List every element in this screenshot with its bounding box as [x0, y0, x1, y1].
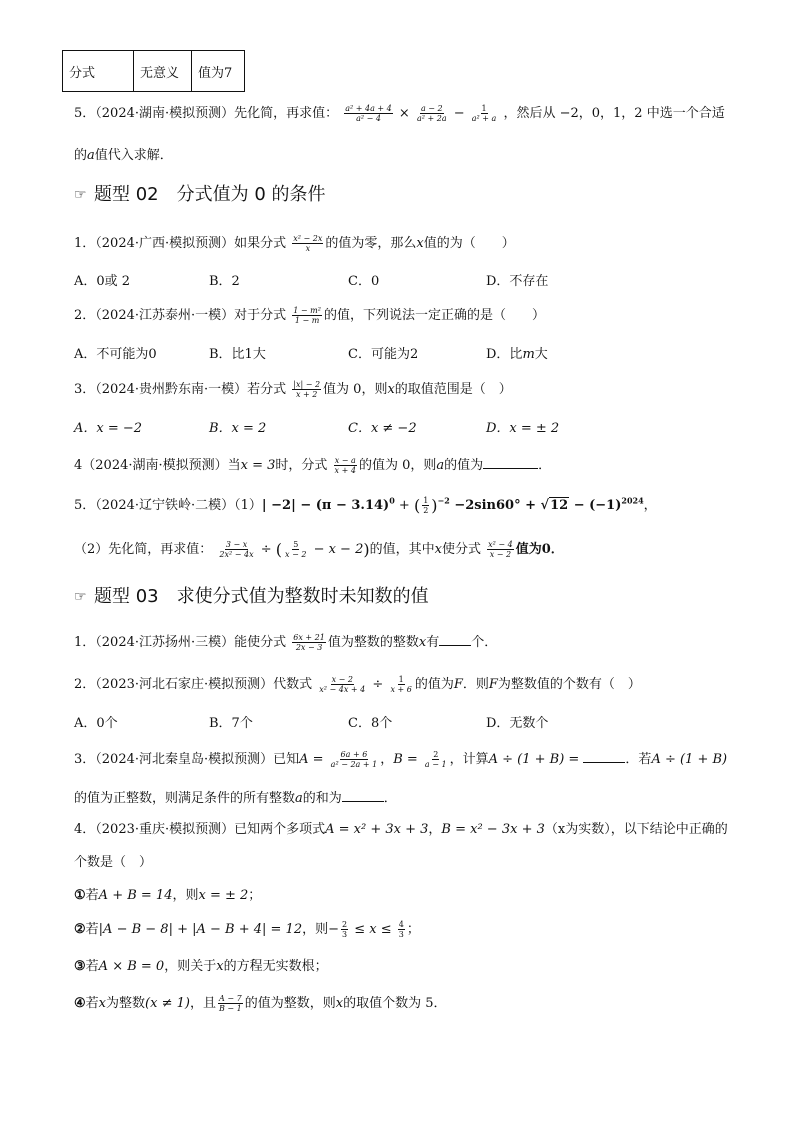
s2q5-fc-den: x − 2: [489, 550, 512, 559]
s3q4-i2f2-num: 4: [398, 920, 404, 929]
s3-q4-item-2: [74, 918, 420, 939]
q5-f2-den: a² + 2a: [416, 114, 447, 123]
s3q4-i1end: ；: [248, 888, 262, 903]
s2q3-den: x + 2: [295, 390, 318, 399]
s2q5-rest2: − (−1): [569, 498, 622, 513]
s2q1-mid: 的值为零，那么: [325, 236, 417, 251]
s2q1-option-a: A．0或 2: [74, 274, 131, 289]
s2q2-prefix: 2．（2024·江苏泰州·一模）对于分式: [74, 308, 291, 323]
s3q3-mid2: ．若: [625, 752, 652, 767]
s3q4-i4x: x: [98, 996, 107, 1011]
answer-blank: [439, 634, 471, 646]
s2q5-paren-close: ): [431, 496, 438, 515]
s2q5-end: ，: [643, 498, 657, 513]
s3q4-i2e: |A − B − 8| + |A − B + 4| = 12: [98, 922, 303, 937]
s2-q5-line1: [74, 494, 657, 515]
s3q3-line2a: 的值为正整数，则满足条件的所有整数: [74, 791, 296, 806]
s3q4-i2: 若: [85, 922, 99, 937]
circled-2-icon: ②: [74, 922, 86, 937]
s3q2-div: ÷: [368, 677, 388, 692]
s2q3-option-c: C．x ≠ −2: [348, 421, 417, 436]
s3q2-f2-den: x + 6: [390, 685, 412, 694]
s2q3-option-a: A．x = −2: [74, 421, 143, 436]
s3q4-i4x2: x: [335, 996, 344, 1011]
s3q4-i2r1: −: [328, 922, 340, 937]
s2q5-fa-num: 3 − x: [225, 540, 248, 549]
top-table: [62, 50, 245, 92]
s3q1-prefix: 1．（2024·江苏扬州·三模）能使分式: [74, 635, 287, 650]
s2q5-tail: − x − 2: [309, 542, 364, 557]
s2q2-option-c: C．可能为2: [348, 347, 419, 362]
s2q5-half-den: 2: [423, 506, 429, 515]
s3q3-a: a: [295, 791, 303, 806]
s3q3-end: ．: [383, 791, 397, 806]
answer-blank: [583, 751, 625, 763]
s3q4-i3: 若: [85, 959, 99, 974]
s2q5-mid: 的值，其中: [369, 542, 435, 557]
s3q2-F: F: [453, 677, 463, 692]
s3q2-mid2: ．则: [462, 677, 489, 692]
s2q1-option-d: D．不存在: [486, 274, 549, 289]
s3q2-option-b: B．7个: [209, 716, 253, 731]
s3q1-fraction: [292, 633, 326, 652]
s2q4-den: x + 4: [334, 466, 356, 475]
s2q5-plus: +: [394, 498, 414, 513]
q5-line1: [74, 102, 725, 123]
q5-times: ×: [398, 106, 410, 121]
s3q2-prefix: 2．（2023·河北石家庄·模拟预测）代数式: [74, 677, 313, 692]
q5-fraction-3: [471, 104, 498, 123]
s3q3-fb-num: 2: [433, 750, 439, 759]
s3q4-i1m: ，则: [172, 888, 199, 903]
s2q1-num: x² − 2x: [293, 234, 323, 243]
s3q4-i4f-den: B − 1: [218, 1004, 242, 1013]
s3-q4-line1: [74, 818, 728, 837]
s2-q4: 4（2024·湖南·模拟预测）当x = 3时，分式 $\frac{x - a}{x + 4}$ 的值为 0，则a的值为 ．: [74, 456, 552, 475]
s3q4-note: （x为实数），以下结论中正确的: [544, 822, 728, 837]
s2q5-expr1: | −2| − (π − 3.14): [261, 498, 390, 513]
s3q4-i3e: A × B = 0: [98, 959, 165, 974]
top-table-cell-meaningless: 无意义: [134, 51, 192, 92]
s2-q1: [74, 232, 515, 253]
s3-q3-line1: [74, 748, 727, 769]
s2q5-prefix: 5．（2024·辽宁铁岭·二模）（1）: [74, 498, 262, 513]
s3-q4-item-4: [74, 992, 446, 1013]
s3q4-i2f1-den: 3: [342, 930, 348, 939]
s3q1-suffix: 个．: [471, 635, 498, 650]
s2q5-paren2-close: ): [363, 540, 370, 559]
s2q5-fraction-a: [218, 540, 254, 559]
s2q3-x: x: [387, 382, 395, 397]
s2q4-suffix: 的值为: [444, 458, 484, 473]
s2q4-prefix: 4（2024·湖南·模拟预测）当: [74, 458, 241, 473]
s3q3-fb-den: a − 1: [424, 760, 447, 769]
s3q4-i4m2: ，且: [189, 996, 216, 1011]
section-title-03-text: 题型 03 求使分式值为整数时未知数的值: [94, 586, 429, 607]
s3q3-calc: A ÷ (1 + B) =: [488, 752, 584, 767]
s3q3-sep: ，: [380, 752, 394, 767]
q5-suffix: ，然后从 −2，0，1，2 中选一个合适: [503, 106, 725, 121]
answer-blank: [342, 790, 384, 802]
s3q4-B: B = x² − 3x + 3: [441, 822, 545, 837]
s2q5-mid2: 使分式: [441, 542, 481, 557]
s3-q4-line2: 个数是（ ）: [74, 855, 153, 870]
q5-f2-num: a − 2: [420, 104, 443, 113]
s2q5-fa-den: 2x² − 4x: [219, 550, 254, 559]
s3q4-i4: 若: [85, 996, 99, 1011]
s3q1-num: 6x + 21: [293, 633, 325, 642]
s3q2-f2-num: 1: [398, 675, 404, 684]
q5-var-a: a: [87, 148, 95, 163]
s3q1-den: 2x − 3: [295, 643, 323, 652]
s2q2-option-a: A．不可能为0: [74, 347, 157, 362]
s3q3-fraction-a: [330, 750, 379, 769]
s3q3-prefix: 3．（2024·河北秦皇岛·模拟预测）已知: [74, 752, 300, 767]
q5-fraction-1: [344, 104, 393, 123]
s3q4-i4r: 的取值个数为 5．: [343, 996, 447, 1011]
s2q2-suffix: 的值，下列说法一定正确的是（ ）: [323, 308, 545, 323]
answer-blank: [483, 457, 538, 469]
s2q1-option-b: B．2: [209, 274, 240, 289]
s3q4-i1: 若: [85, 888, 99, 903]
s2q2-d-var: m: [522, 347, 535, 362]
s3q4-i2m: ，则: [302, 922, 329, 937]
s3q4-i2-frac1: [341, 920, 348, 939]
s3q2-mid3: 为整数值的个数有（ ）: [497, 677, 641, 692]
s2q5-end2: 值为0．: [515, 542, 564, 557]
s2q2-option-b: B．比1大: [209, 347, 266, 362]
s2q3-prefix: 3．（2024·贵州黔东南·一模）若分式: [74, 382, 287, 397]
s2q5-exp2024: 2024: [621, 495, 644, 506]
s3q2-fraction-2: [389, 675, 412, 694]
s3q4-i4m: 为整数: [106, 996, 146, 1011]
s2q4-mid1: 时，分式: [275, 458, 328, 473]
s3q2-F2: F: [488, 677, 498, 692]
s3-q4-item-3: [74, 955, 328, 974]
s3q4-i2f2-den: 3: [398, 930, 404, 939]
s2-q2: [74, 304, 545, 325]
q5-prefix: 5．（2024·湖南·模拟预测）先化简，再求值：: [74, 106, 339, 121]
s2q1-suffix: 值的为（ ）: [423, 236, 515, 251]
s3q1-mid: 值为整数的整数: [327, 635, 419, 650]
s3-q2: [74, 673, 641, 694]
s3q4-A: A = x² + 3x + 3: [325, 822, 429, 837]
s2q5-fb-den: x − 2: [285, 550, 307, 559]
s3-q3-line2: [74, 787, 397, 806]
s3q4-line1: 4．（2023·重庆·模拟预测）已知两个多项式: [74, 822, 326, 837]
q5-f1-num: a² + 4a + 4: [345, 104, 392, 113]
s2q5-div: ÷: [256, 542, 276, 557]
s2q5-exp-neg2: −2: [437, 495, 450, 506]
s2q5-fraction-b: [284, 540, 307, 559]
s3q4-i2r2: ≤ x ≤: [350, 922, 396, 937]
s3q4-sep: ，: [428, 822, 442, 837]
s2q2-d-text: D．比: [486, 347, 523, 362]
s3q2-option-a: A．0个: [74, 716, 118, 731]
s3q3-B: B =: [393, 752, 422, 767]
s2q5-paren-open: (: [413, 496, 421, 515]
s2q3-option-b: B．x = 2: [209, 421, 267, 436]
s2q2-fraction: [292, 306, 322, 325]
s2q5-fc-num: x² − 4: [488, 540, 513, 549]
section-title-03: [74, 582, 429, 608]
s3q4-i2-frac2: [398, 920, 405, 939]
pointing-hand-icon: ☞: [74, 187, 87, 203]
s2-q3: [74, 378, 512, 399]
s2q1-prefix: 1．（2024·广西·模拟预测）如果分式: [74, 236, 287, 251]
s2q5-paren2-open: (: [275, 540, 283, 559]
q5-fraction-2: [416, 104, 448, 123]
sqrt-icon: √: [540, 498, 550, 513]
s3q3-fa-num: 6a + 6: [340, 750, 368, 759]
s2q5-half-num: 1: [423, 496, 429, 505]
q5-f1-den: a² − 4: [356, 114, 381, 123]
s2q3-suffix: 的取值范围是（ ）: [394, 382, 512, 397]
circled-3-icon: ③: [74, 959, 86, 974]
s3-q1: [74, 631, 497, 652]
s3q3-calc2: A ÷ (1 + B): [651, 752, 728, 767]
s2q5-sqrt-value: 12: [550, 498, 569, 513]
s2q4-a: a: [436, 458, 445, 473]
s2q2-option-d: [486, 343, 548, 362]
circled-4-icon: ④: [74, 996, 86, 1011]
s3q4-i3m: ，则关于: [164, 959, 217, 974]
s3q4-i2f1-num: 2: [342, 920, 348, 929]
s2q5-exp0: 0: [389, 495, 395, 506]
s2q1-option-c: C．0: [348, 274, 380, 289]
section-title-02-text: 题型 02 分式值为 0 的条件: [94, 184, 326, 205]
s3q4-i1e: A + B = 14: [98, 888, 173, 903]
s2q3-mid: 值为 0，则: [323, 382, 388, 397]
s2-q5-line2: [74, 538, 564, 559]
s2q5-x: x: [434, 542, 442, 557]
q5-line2-a: 的: [74, 148, 88, 163]
s3q4-i4f-num: A − 7: [219, 994, 242, 1003]
s2q3-num: |x| − 2: [293, 380, 321, 389]
top-table-cell-fraction: 分式: [63, 51, 134, 92]
s2q5-rest: −2sin60° +: [449, 498, 541, 513]
s2q5-fraction-c: [487, 540, 514, 559]
s3q1-mid2: 有: [426, 635, 440, 650]
s3q2-option-c: C．8个: [348, 716, 393, 731]
s3q2-fraction-1: [318, 675, 366, 694]
s2q1-den: x: [305, 244, 311, 253]
s3-q4-item-1: [74, 884, 261, 903]
s2q1-x: x: [416, 236, 424, 251]
s3q4-i3x: x: [216, 959, 224, 974]
s3q2-mid: 的值为: [414, 677, 454, 692]
q5-f3-den: a² + a: [471, 114, 497, 123]
s2q3-fraction: [292, 380, 321, 399]
s3q1-x: x: [418, 635, 427, 650]
pointing-hand-icon: ☞: [74, 589, 87, 605]
s3q2-option-d: D．无数个: [486, 716, 549, 731]
top-table-cell-value7: 值为7: [192, 51, 245, 92]
s3q2-f1-num: x − 2: [331, 675, 353, 684]
s3q3-A: A =: [299, 752, 328, 767]
q5-line2: [74, 144, 173, 163]
section-title-02: [74, 180, 326, 206]
s3q4-i1r: x = ± 2: [198, 888, 249, 903]
s2q3-option-d: D．x = ± 2: [486, 421, 560, 436]
s2q1-fraction: [292, 234, 323, 253]
s3q4-i4m3: 的值为整数，则: [244, 996, 336, 1011]
s2q4-cond: x = 3: [240, 458, 276, 473]
s2q2-d-text2: 大: [534, 347, 548, 362]
s3q3-mid: ，计算: [449, 752, 489, 767]
s2q4-fraction: [334, 456, 357, 475]
s2q4-num: x − a: [334, 456, 356, 465]
s3q4-i4c: (x ≠ 1): [145, 996, 190, 1011]
s3q3-line2b: 的和为: [302, 791, 342, 806]
q5-line2-b: 值代入求解．: [94, 148, 173, 163]
s3q2-f1-den: x² − 4x + 4: [319, 685, 366, 694]
s2q2-num: 1 − m²: [293, 306, 321, 315]
s3q4-i2end: ；: [406, 922, 420, 937]
s3q3-fa-den: a² − 2a + 1: [330, 760, 378, 769]
s3q3-fraction-b: [424, 750, 448, 769]
s2q2-den: 1 − m: [294, 316, 320, 325]
s3q4-i4-frac: [218, 994, 243, 1013]
s3q4-i3r: 的方程无实数根；: [223, 959, 328, 974]
s2q4-mid2: 的值为 0，则: [358, 458, 437, 473]
circled-1-icon: ①: [74, 888, 86, 903]
s2q5-half: [422, 496, 429, 515]
q5-minus: −: [453, 106, 465, 121]
s2q5-part2: （2）先化简，再求值：: [74, 542, 213, 557]
s2q5-fb-num: 5: [293, 540, 299, 549]
q5-f3-num: 1: [481, 104, 487, 113]
